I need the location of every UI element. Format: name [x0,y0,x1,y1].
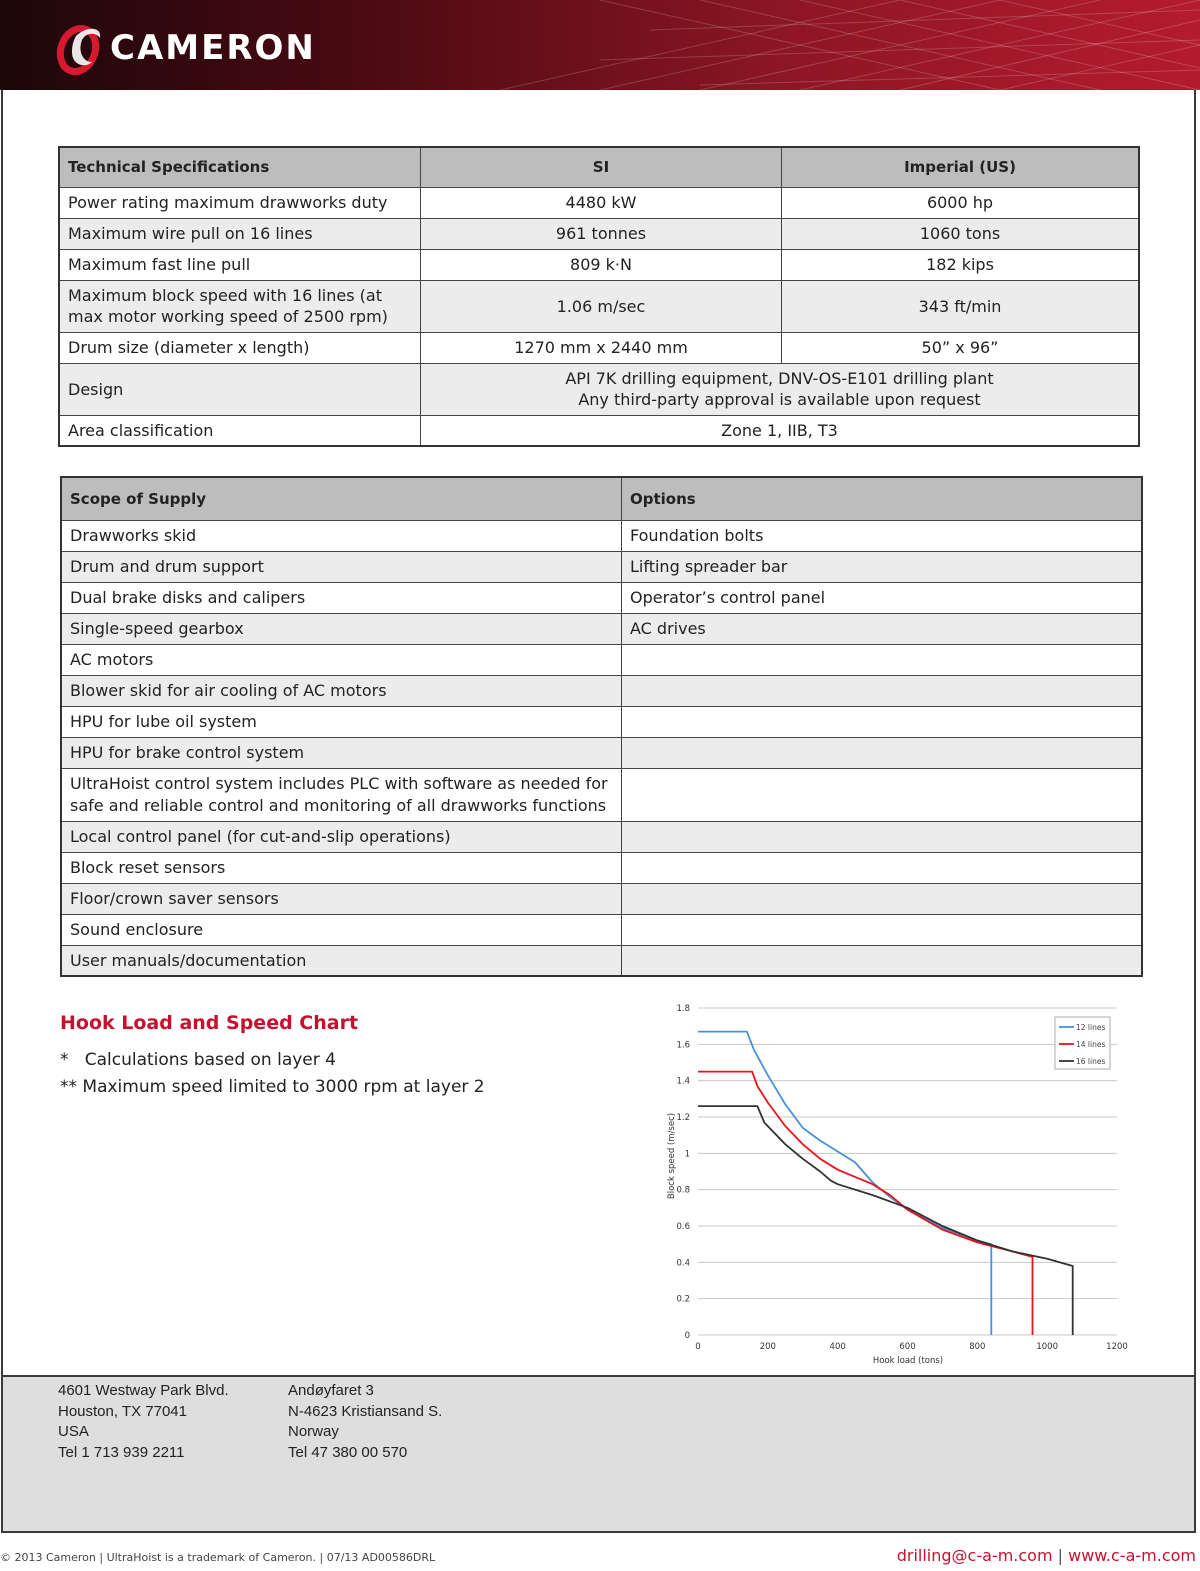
table-row [61,945,1142,976]
table-row [61,582,1142,613]
option-item: Lifting spreader bar [622,551,1143,582]
cameron-logo[interactable] [56,18,316,76]
table-row [61,821,1142,852]
x-tick-label: 1000 [1036,1342,1058,1352]
column-header: Technical Specifications [59,147,421,187]
option-item [622,852,1143,883]
option-item [622,644,1143,675]
spec-label: Drum size (diameter x length) [59,332,421,363]
option-item [622,737,1143,768]
x-tick-label: 400 [829,1342,846,1352]
scope-item: Single-speed gearbox [61,613,622,644]
scope-item: Blower skid for air cooling of AC motors [61,675,622,706]
table-row [61,914,1142,945]
table-row [61,644,1142,675]
spec-label: Maximum fast line pull [59,249,421,280]
table-row [61,883,1142,914]
address-line: 4601 Westway Park Blvd. [58,1382,229,1399]
x-tick-label: 1200 [1106,1342,1128,1352]
scope-item: UltraHoist control system includes PLC with software as needed for safe and reliable control and monitoring of all drawworks functions [61,768,622,821]
column-header: Scope of Supply [61,477,622,520]
y-tick-label: 1 [684,1149,690,1160]
technical-specifications-table [58,146,1140,447]
table-row [59,187,1139,218]
table-row [59,363,1139,415]
table-row [59,415,1139,446]
legend-label: 12 lines [1076,1023,1106,1032]
option-item [622,945,1143,976]
table-row [61,551,1142,582]
scope-item: Floor/crown saver sensors [61,883,622,914]
series-line [698,1072,1033,1335]
y-axis-label: Block speed (m/sec) [667,1112,677,1200]
norway-address [288,1381,442,1463]
spec-si-value: 1270 mm x 2440 mm [421,332,782,363]
scope-item: Drawworks skid [61,520,622,551]
address-line: USA [58,1423,89,1440]
spec-imperial-value: 6000 hp [782,187,1140,218]
x-axis-label: Hook load (tons) [872,1356,944,1366]
spec-label: Power rating maximum drawworks duty [59,187,421,218]
option-item: AC drives [622,613,1143,644]
spec-label: Area classification [59,415,421,446]
series-line [698,1032,991,1335]
option-item: Foundation bolts [622,520,1143,551]
spec-si-value: 4480 kW [421,187,782,218]
email-link[interactable]: drilling@c-a-m.com [896,1546,1053,1565]
design-line-2: Any third-party approval is available upon request [578,390,981,409]
spec-label: Design [59,363,421,415]
contact-links [897,1546,1196,1565]
scope-item: Sound enclosure [61,914,622,945]
address-line: Houston, TX 77041 [58,1402,187,1420]
y-tick-label: 1.6 [676,1040,690,1051]
chart-note-2: ** Maximum speed limited to 3000 rpm at layer 2 [60,1077,485,1097]
address-line: Tel 1 713 939 2211 [58,1443,185,1461]
hook-load-speed-chart [655,995,1155,1375]
scope-item: Drum and drum support [61,551,622,582]
table-row [59,280,1139,332]
table-row [61,768,1142,821]
x-tick-label: 200 [759,1342,776,1352]
scope-item: Local control panel (for cut-and-slip operations) [61,821,622,852]
table-header-row [59,147,1139,187]
table-row [61,706,1142,737]
y-tick-label: 0.2 [676,1294,690,1305]
y-tick-label: 0.4 [676,1258,690,1269]
spec-label: Maximum block speed with 16 lines (at max motor working speed of 2500 rpm) [59,280,421,332]
spec-imperial-value: 343 ft/min [782,280,1140,332]
spec-si-value: 1.06 m/sec [421,280,782,332]
option-item [622,883,1143,914]
legend-label: 14 lines [1076,1040,1106,1049]
legend-label: 16 lines [1076,1057,1106,1066]
spec-imperial-value: 50” x 96” [782,332,1140,363]
y-tick-label: 1.4 [676,1076,690,1087]
option-item: Operator’s control panel [622,582,1143,613]
cameron-logo-mark-icon [56,18,106,76]
table-row [59,249,1139,280]
brand-name: CAMERON [110,28,316,68]
option-item [622,821,1143,852]
option-item [622,914,1143,945]
website-link[interactable]: www.c-a-m.com [1068,1546,1196,1565]
spec-si-value: 809 k·N [421,249,782,280]
column-header: Options [622,477,1143,520]
copyright-notice: © 2013 Cameron | UltraHoist is a trademark of Cameron. | 07/13 AD00586DRL [0,1551,436,1564]
x-tick-label: 600 [899,1342,916,1352]
spec-si-value: 961 tonnes [421,218,782,249]
table-row [59,218,1139,249]
chart-gridlines [698,1008,1117,1335]
x-tick-label: 0 [695,1342,701,1352]
scope-item: AC motors [61,644,622,675]
us-address [58,1381,229,1463]
spec-imperial-value: 1060 tons [782,218,1140,249]
y-tick-label: 0.6 [676,1222,690,1232]
scope-of-supply-table [60,476,1143,977]
spec-imperial-value: 182 kips [782,249,1140,280]
table-header-row [61,477,1142,520]
scope-item: Dual brake disks and calipers [61,582,622,613]
table-row [61,613,1142,644]
y-tick-label: 1.8 [676,1004,690,1014]
scope-table-body [61,520,1142,976]
address-line: Andøyfaret 3 [288,1382,374,1399]
area-classification-value: Zone 1, IIB, T3 [421,415,1140,446]
table-row [61,852,1142,883]
x-tick-label: 800 [969,1342,986,1352]
scope-item: HPU for brake control system [61,737,622,768]
scope-item: HPU for lube oil system [61,706,622,737]
table-row [61,737,1142,768]
address-line: N-4623 Kristiansand S. [288,1402,443,1420]
address-line: Norway [288,1423,339,1440]
contact-separator: | [1057,1546,1064,1565]
header-banner [0,0,1200,90]
table-row [61,675,1142,706]
address-line: Tel 47 380 00 570 [288,1443,408,1461]
series-line [698,1106,1073,1335]
y-tick-label: 0 [684,1331,690,1341]
option-item [622,768,1143,821]
design-line-1: API 7K drilling equipment, DNV-OS-E101 drilling plant [565,369,994,388]
column-header: Imperial (US) [782,147,1140,187]
chart-legend [1055,1017,1110,1069]
chart-section-title: Hook Load and Speed Chart [60,1012,359,1034]
option-item [622,675,1143,706]
y-tick-label: 1.2 [676,1113,690,1123]
scope-item: User manuals/documentation [61,945,622,976]
chart-series [698,1032,1073,1335]
spec-label: Maximum wire pull on 16 lines [59,218,421,249]
option-item [622,706,1143,737]
y-tick-label: 0.8 [676,1185,690,1196]
design-value [421,363,1140,415]
table-row [59,332,1139,363]
column-header: SI [421,147,782,187]
table-row [61,520,1142,551]
chart-note-1: * Calculations based on layer 4 [60,1050,336,1070]
scope-item: Block reset sensors [61,852,622,883]
